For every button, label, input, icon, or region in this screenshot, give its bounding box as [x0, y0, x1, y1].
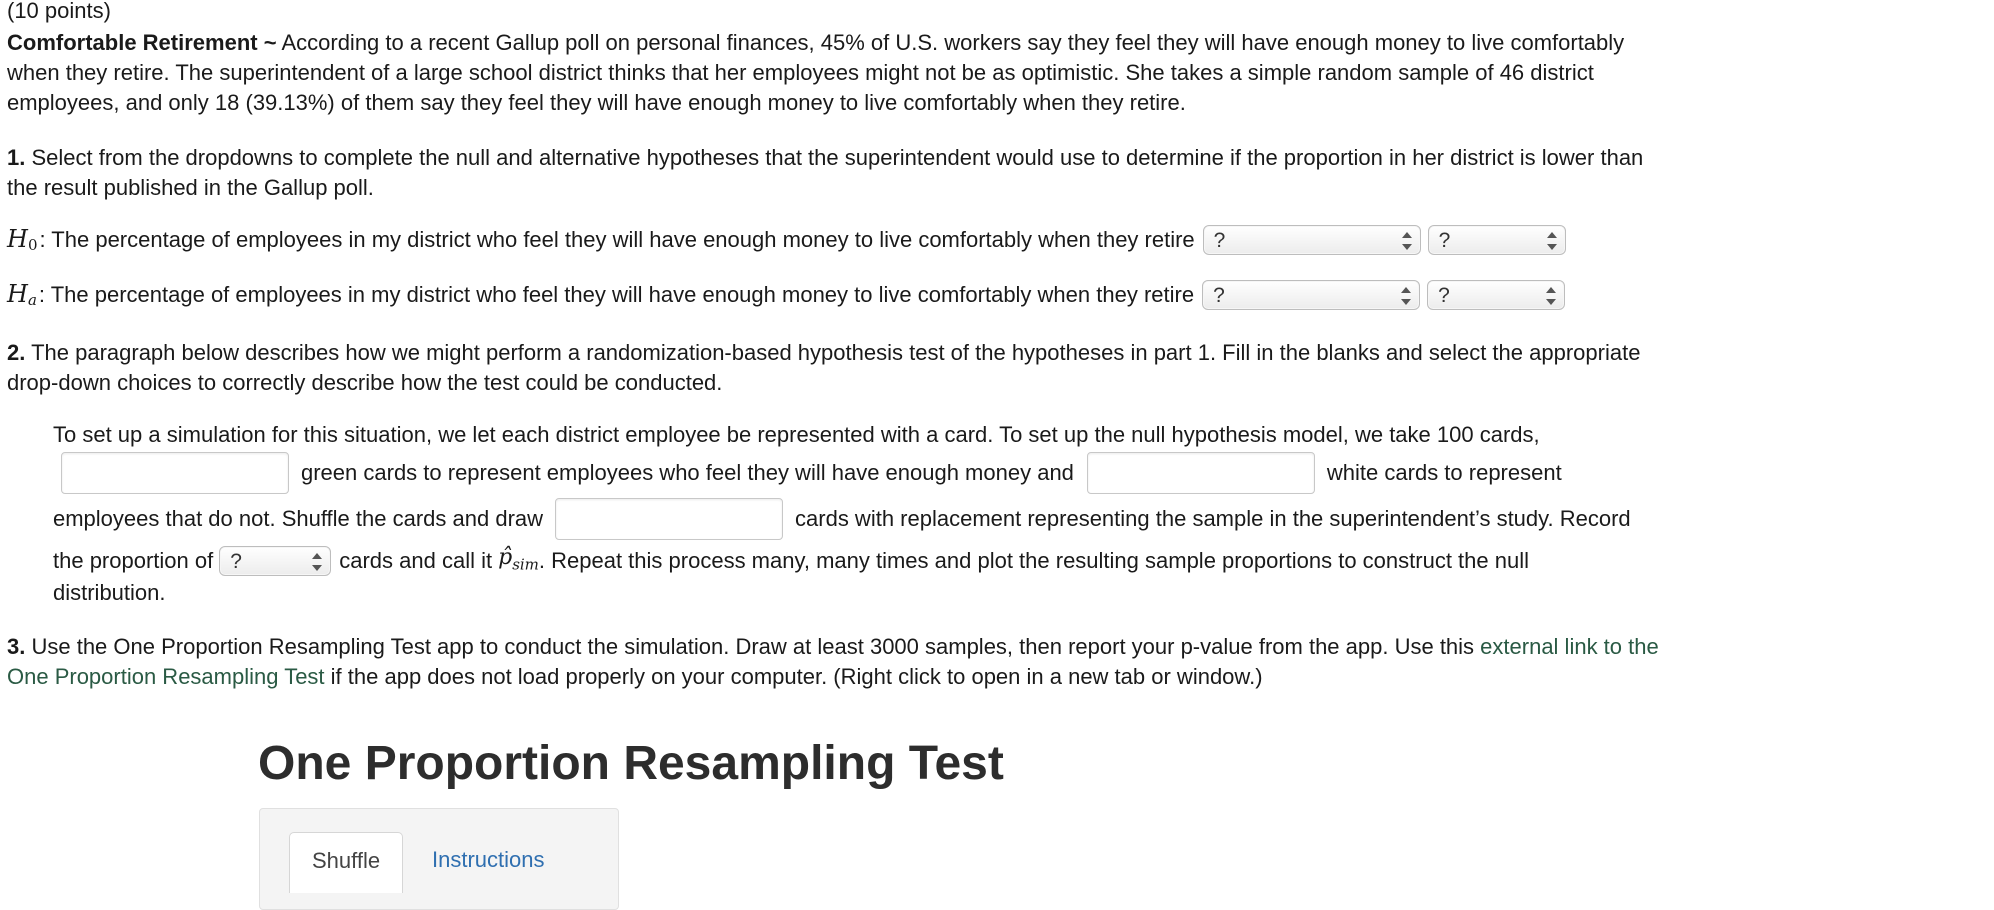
- select-arrows-icon: [1402, 231, 1412, 251]
- alt-hypothesis-select-2[interactable]: ?: [1427, 280, 1565, 310]
- app-title: One Proportion Resampling Test: [258, 737, 1004, 790]
- draw-count-input[interactable]: [555, 498, 783, 540]
- question-3-after: if the app does not load properly on your computer. (Right click to open in a new tab or window.): [324, 664, 1263, 689]
- question-2-text: The paragraph below describes how we might perform a randomization-based hypothesis test of the hypotheses in part 1. Fill in the blanks and select the appropriate drop-down choices to correctly describe how the test could be conducted.: [7, 340, 1641, 395]
- tab-instructions[interactable]: Instructions: [432, 847, 545, 872]
- sim-line-5: distribution.: [53, 580, 166, 605]
- p-hat-sim-symbol: $p̂_{sim}$: [498, 544, 539, 574]
- null-hypothesis-row: [7, 222, 1566, 258]
- select-arrows-icon: [1401, 286, 1411, 306]
- sim-line-3: [53, 497, 1673, 541]
- replacement-text: cards with replacement representing the sample in the superintendent’s study. Record: [795, 506, 1631, 531]
- sim-line-4: [53, 542, 1673, 580]
- sim-line-2: [53, 451, 1673, 495]
- question-1-number: 1.: [7, 145, 26, 170]
- null-hypothesis-select-2[interactable]: ?: [1428, 225, 1566, 255]
- alt-hypothesis-symbol: $H_a$: [7, 279, 37, 309]
- null-hypothesis-select-1[interactable]: ?: [1203, 225, 1421, 255]
- alt-hypothesis-row: [7, 277, 1565, 313]
- card-color-select[interactable]: ?: [219, 546, 331, 576]
- green-cards-input[interactable]: [61, 452, 289, 494]
- alt-hypothesis-text: : The percentage of employees in my district who feel they will have enough money to live comfortably when they retire: [38, 282, 1195, 307]
- null-hypothesis-text: : The percentage of employees in my district who feel they will have enough money to live comfortably when they retire: [39, 227, 1195, 252]
- green-cards-text: green cards to represent employees who feel they will have enough money and: [301, 460, 1074, 485]
- call-it-text: cards and call it: [339, 548, 493, 573]
- sim-line-1: To set up a simulation for this situation, we let each district employee be represented with a card. To set up the null hypothesis model, we take 100 cards,: [53, 422, 1540, 447]
- tab-shuffle[interactable]: Shuffle: [289, 832, 403, 893]
- question-3-text: Use the One Proportion Resampling Test app to conduct the simulation. Draw at least 3000 samples, then report your p-value from the app. Use this: [25, 634, 1481, 659]
- select-arrows-icon: [1547, 231, 1557, 251]
- white-cards-input[interactable]: [1087, 452, 1315, 494]
- alt-hypothesis-select-1[interactable]: ?: [1202, 280, 1420, 310]
- points-label: (10 points): [7, 0, 111, 23]
- question-3: [7, 632, 1667, 692]
- question-2: [7, 338, 1667, 398]
- select-arrows-icon: [312, 552, 322, 572]
- white-cards-text: white cards to represent: [1326, 460, 1562, 485]
- repeat-text: . Repeat this process many, many times and plot the resulting sample proportions to construct the null: [538, 548, 1529, 573]
- proportion-of-text: the proportion of: [53, 548, 214, 573]
- question-2-number: 2.: [7, 340, 26, 365]
- problem-title: Comfortable Retirement ~: [7, 30, 277, 55]
- question-1: [7, 143, 1667, 203]
- null-hypothesis-symbol: $H_0$: [7, 224, 38, 254]
- question-3-number: 3.: [7, 634, 26, 659]
- question-1-text: Select from the dropdowns to complete the null and alternative hypotheses that the superintendent would use to determine if the proportion in her district is lower than the result published in the Gallup poll.: [7, 145, 1644, 200]
- select-arrows-icon: [1546, 286, 1556, 306]
- draw-text: employees that do not. Shuffle the cards and draw: [53, 506, 544, 531]
- problem-body: According to a recent Gallup poll on personal finances, 45% of U.S. workers say they feel they will have enough money to live comfortably when they retire. The superintendent of a large school district thinks that her employees might not be as optimistic. She takes a simple random sample of 46 district employees, and only 18 (39.13%) of them say they feel they will have enough money to live comfortably when they retire.: [7, 30, 1625, 115]
- external-app-link[interactable]: external link to the One Proportion Resampling Test: [7, 634, 1659, 689]
- problem-intro: [7, 28, 1667, 118]
